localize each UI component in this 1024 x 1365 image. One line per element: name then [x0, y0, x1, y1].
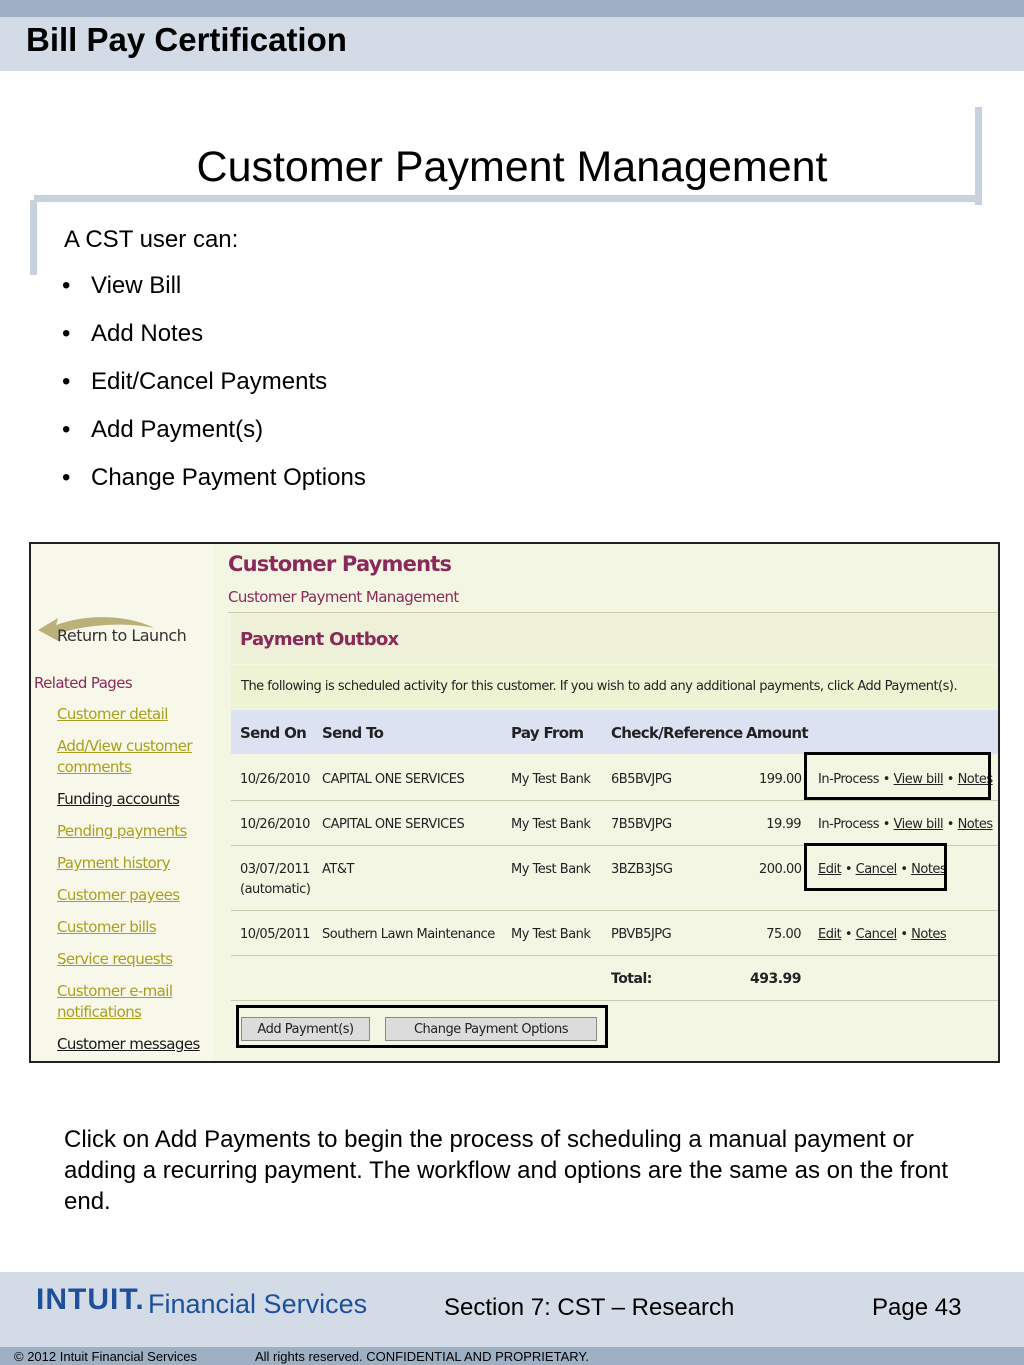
- list-item: • Edit/Cancel Payments: [62, 368, 328, 395]
- notes-link[interactable]: Notes: [911, 927, 947, 942]
- col-amount: Amount: [746, 724, 808, 742]
- divider: [231, 955, 998, 956]
- view-bill-link[interactable]: View bill: [893, 772, 944, 787]
- nav-link-customer-bills[interactable]: Customer bills: [57, 918, 157, 936]
- notes-link[interactable]: Notes: [957, 817, 993, 832]
- nav-link-customer-detail[interactable]: Customer detail: [57, 705, 168, 723]
- title-frame: [30, 200, 37, 275]
- status-text: In-Process: [818, 817, 880, 832]
- related-pages-list: [57, 704, 217, 1063]
- outbox-title: Payment Outbox: [240, 629, 399, 650]
- left-nav: [31, 544, 214, 1061]
- page-number: Page 43: [872, 1294, 962, 1321]
- return-to-launch-link[interactable]: Return to Launch: [57, 626, 187, 645]
- nav-link-view-comments[interactable]: Add/View customer comments: [57, 737, 192, 776]
- col-check-reference: Check/Reference: [611, 724, 743, 742]
- col-pay-from: Pay From: [511, 724, 584, 742]
- divider: [231, 800, 998, 801]
- cancel-link[interactable]: Cancel: [855, 862, 897, 877]
- notes-link[interactable]: Notes: [957, 772, 993, 787]
- logo-subtitle: Financial Services: [148, 1289, 368, 1319]
- add-payment-button[interactable]: Add Payment(s): [241, 1017, 370, 1041]
- nav-link-pending-payments[interactable]: Pending payments: [57, 822, 187, 840]
- notice-text: The following is scheduled activity for this customer. If you wish to add any additional payments, click Add Payment(s).: [241, 679, 958, 694]
- total-value: 493.99: [749, 971, 801, 987]
- edit-link[interactable]: Edit: [818, 862, 842, 877]
- total-label: Total:: [611, 971, 652, 987]
- main-panel: Customer Payments Customer Payment Management Payment Outbox The following is scheduled activity for this customer. If you wish to add any additional payments, click Add Payment(s). Send On Send To Pay From Check/Reference Amount 10/26/2010 CAPITAL ONE SERVICES My Test Bank 6B5BVJPG 199.00 In-Process • View bill • Notes 10/26/2010 CAPITAL ONE SERVICES My Test Bank 7B5BVJPG 19.99 In-Process • View bill • Notes 03/07/2011 (automatic) AT&T My Test Bank 3BZB3JSG 200.00 Edit • Cancel • Notes 10/05/2011 Southern Lawn Maintenance My Test Bank PBVB5JPG 75.00 Edit • Cancel • Notes Total: 493.99 Add Payment(s) Change Payment Options: [214, 544, 998, 1061]
- page-subtitle: Customer Payment Management: [228, 588, 459, 606]
- nav-link-payment-history[interactable]: Payment history: [57, 854, 171, 872]
- intro-text: A CST user can:: [64, 226, 239, 253]
- divider: [228, 612, 998, 613]
- nav-link-email-notifications[interactable]: Customer e-mail notifications: [57, 982, 173, 1021]
- capability-list: [62, 272, 366, 512]
- instruction-text: Click on Add Payments to begin the process of scheduling a manual payment or adding a recurring payment. The workflow and options are the same as on the front end.: [64, 1126, 949, 1215]
- list-item: • Add Payment(s): [62, 416, 264, 443]
- copyright-text: © 2012 Intuit Financial Services: [14, 1349, 198, 1364]
- nav-link-funding-accounts[interactable]: Funding accounts: [57, 790, 180, 808]
- view-bill-link[interactable]: View bill: [893, 817, 944, 832]
- highlight-box: [804, 843, 947, 891]
- related-pages-heading: Related Pages: [34, 674, 133, 692]
- highlight-box: [236, 1005, 608, 1048]
- change-payment-options-button[interactable]: Change Payment Options: [385, 1017, 597, 1041]
- rights-text: All rights reserved. CONFIDENTIAL AND PROPRIETARY.: [255, 1349, 589, 1364]
- list-item: • Add Notes: [62, 320, 204, 347]
- status-text: In-Process: [818, 772, 880, 787]
- col-send-to: Send To: [322, 724, 384, 742]
- cancel-link[interactable]: Cancel: [855, 927, 897, 942]
- top-accent-strip: [0, 0, 1024, 17]
- edit-link[interactable]: Edit: [818, 927, 842, 942]
- nav-link-customer-payees[interactable]: Customer payees: [57, 886, 180, 904]
- highlight-box: [804, 752, 991, 800]
- section-label: Section 7: CST – Research: [444, 1294, 735, 1321]
- page-title: Customer Payments: [228, 552, 452, 576]
- app-screenshot: [29, 542, 1000, 1063]
- nav-link-service-requests[interactable]: Service requests: [57, 950, 173, 968]
- divider: [231, 1000, 998, 1001]
- notes-link[interactable]: Notes: [911, 862, 947, 877]
- list-item: • View Bill: [62, 272, 182, 299]
- intuit-logo: INTUIT.: [36, 1283, 145, 1316]
- divider: [231, 910, 998, 911]
- slide-title: Customer Payment Management: [196, 143, 828, 191]
- col-send-on: Send On: [240, 724, 307, 742]
- section-title: Bill Pay Certification: [26, 21, 347, 58]
- nav-link-customer-messages[interactable]: Customer messages: [57, 1035, 200, 1053]
- list-item: • Change Payment Options: [62, 464, 366, 491]
- title-frame: [34, 195, 980, 202]
